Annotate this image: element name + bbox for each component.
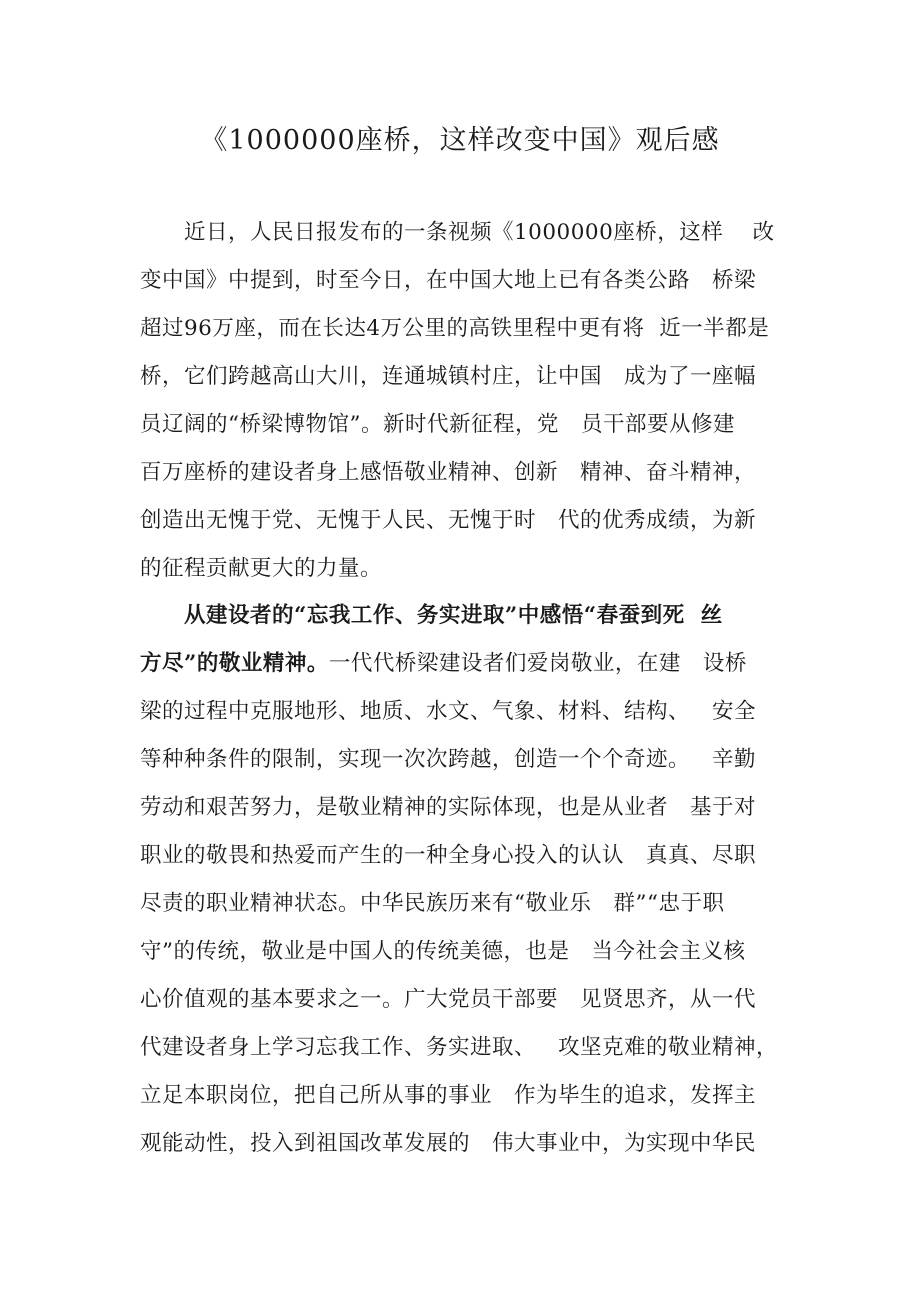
paragraph-2-line: 心价值观的基本要求之一。广大党员干部要 见贤思齐，从一代 <box>140 987 757 1012</box>
paragraph-1-line: 创造出无愧于党、无愧于人民、无愧于时 代的优秀成绩，为新 <box>140 508 757 533</box>
paragraph-1-line: 的征程贡献更大的力量。 <box>140 556 383 581</box>
paragraph-1-line: 近日，人民日报发布的一条视频《1000000座桥，这样 改 <box>184 220 775 245</box>
paragraph-2-line: 守”的传统，敬业是中国人的传统美德，也是 当今社会主义核 <box>140 939 746 964</box>
paragraph-2-line: 劳动和艰苦努力，是敬业精神的实际体现，也是从业者 基于对 <box>140 795 757 820</box>
paragraph-2-line: 职业的敬畏和热爱而产生的一种全身心投入的认认 真真、尽职 <box>140 843 757 868</box>
paragraph-1-line: 桥，它们跨越高山大川，连通城镇村庄，让中国 成为了一座幅 <box>140 364 757 389</box>
paragraph-1-line: 百万座桥的建设者身上感悟敬业精神、创新 精神、奋斗精神， <box>140 460 757 485</box>
paragraph-2-line: 观能动性，投入到祖国改革发展的 伟大事业中，为实现中华民 <box>140 1131 757 1156</box>
paragraph-2-heading-end: 方尽”的敬业精神。 <box>140 651 329 676</box>
paragraph-2-line: 等种种条件的限制，实现一次次跨越，创造一个个奇迹。 辛勤 <box>140 747 757 772</box>
paragraph-2-line-rest: 一代代桥梁建设者们爱岗敬业，在建 设桥 <box>328 651 747 676</box>
paragraph-1-line: 变中国》中提到，时至今日，在中国大地上已有各类公路 桥梁 <box>140 268 757 293</box>
paragraph-1-line: 超过96万座，而在长达4万公里的高铁里程中更有将 近一半都是 <box>140 316 770 341</box>
paragraph-2-line: 梁的过程中克服地形、地质、水文、气象、材料、结构、 安全 <box>140 699 757 724</box>
paragraph-2-line: 代建设者身上学习忘我工作、务实进取、 攻坚克难的敬业精神， <box>140 1035 779 1060</box>
paragraph-2-heading-line: 从建设者的“忘我工作、务实进取”中感悟“春蚕到死 丝 <box>184 603 723 628</box>
paragraph-2-line: 尽责的职业精神状态。中华民族历来有“敬业乐 群”“忠于职 <box>140 891 725 916</box>
paragraph-1-line: 员辽阔的“桥梁博物馆”。新时代新征程，党 员干部要从修建 <box>140 412 735 437</box>
paragraph-2-line <box>140 640 747 687</box>
paragraph-2-line: 立足本职岗位，把自己所从事的事业 作为毕生的追求，发挥主 <box>140 1083 757 1108</box>
document-title: 《1000000座桥，这样改变中国》观后感 <box>200 125 720 156</box>
